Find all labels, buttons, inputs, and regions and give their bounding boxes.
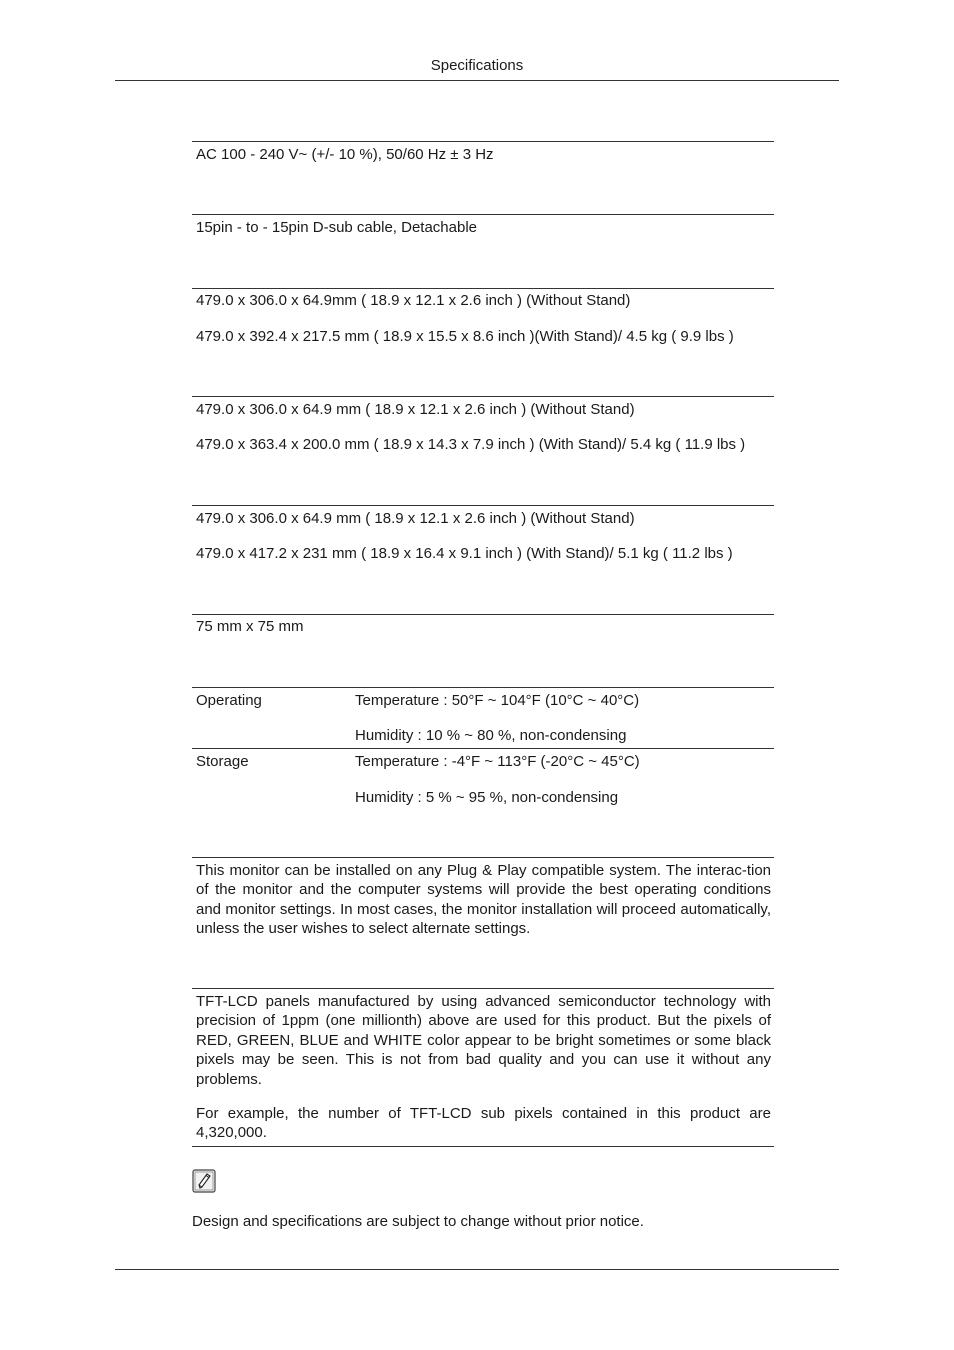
operating-label: Operating (196, 692, 262, 709)
dot-acceptable-section-rule (192, 988, 774, 989)
storage-label: Storage (196, 753, 249, 770)
storage-humidity: Humidity : 5 % ~ 95 %, non-condensing (355, 789, 619, 806)
storage-temperature: Temperature : -4°F ~ 113°F (-20°C ~ 45°C) (355, 753, 640, 770)
dot-acceptable-text-2: For example, the number of TFT-LCD sub pixels contained in this product are 4,320,000. (196, 1105, 771, 1142)
operating-humidity: Humidity : 10 % ~ 80 %, non-condensing (355, 727, 627, 744)
signal-cable-value: 15pin - to - 15pin D-sub cable, Detachable (196, 219, 478, 236)
power-value: AC 100 - 240 V~ (+/- 10 %), 50/60 Hz ± 3 Hz (196, 146, 494, 163)
dimensions-2-without-stand: 479.0 x 306.0 x 64.9 mm ( 18.9 x 12.1 x 2.6 inch ) (Without Stand) (196, 401, 635, 418)
dimensions-2-section-rule (192, 396, 774, 397)
dimensions-3-with-stand: 479.0 x 417.2 x 231 mm ( 18.9 x 16.4 x 9.1 inch ) (With Stand)/ 5.1 kg ( 11.2 lbs ) (196, 545, 733, 562)
environment-row-divider (192, 748, 774, 749)
dimensions-3-section-rule (192, 505, 774, 506)
dot-acceptable-text-1: TFT-LCD panels manufactured by using advanced semiconductor technology with precision of 1ppm (one millionth) above are used for this product. But the pixels of RED, GREEN, BLUE and WHITE color appear to be bright sometimes or some black pixels may be seen. This is not from bad quality and you can use it without any problems. (196, 993, 771, 1088)
dot-acceptable-bottom-rule (192, 1146, 774, 1147)
dimensions-3-without-stand: 479.0 x 306.0 x 64.9 mm ( 18.9 x 12.1 x 2.6 inch ) (Without Stand) (196, 510, 635, 527)
dimensions-1-section-rule (192, 288, 774, 289)
page-header-title: Specifications (430, 57, 524, 74)
dimensions-2-with-stand: 479.0 x 363.4 x 200.0 mm ( 18.9 x 14.3 x 7.9 inch ) (With Stand)/ 5.4 kg ( 11.9 lbs ) (196, 436, 746, 453)
power-section-rule (192, 141, 774, 142)
environment-section-rule (192, 687, 774, 688)
header-rule (115, 80, 839, 81)
vesa-value: 75 mm x 75 mm (196, 618, 304, 635)
dimensions-1-without-stand: 479.0 x 306.0 x 64.9mm ( 18.9 x 12.1 x 2.6 inch ) (Without Stand) (196, 292, 631, 309)
plug-and-play-section-rule (192, 857, 774, 858)
vesa-section-rule (192, 614, 774, 615)
signal-cable-section-rule (192, 214, 774, 215)
note-pencil-icon (192, 1169, 216, 1193)
plug-and-play-text: This monitor can be installed on any Plug & Play compatible system. The interac-tion of the monitor and the computer systems will provide the best operating conditions and monitor settings. In most cases, the monitor installation will proceed automatically, unless the user wishes to select alternate settings. (196, 862, 771, 938)
operating-temperature: Temperature : 50°F ~ 104°F (10°C ~ 40°C) (355, 692, 640, 709)
footer-rule (115, 1269, 839, 1270)
dimensions-1-with-stand: 479.0 x 392.4 x 217.5 mm ( 18.9 x 15.5 x 8.6 inch )(With Stand)/ 4.5 kg ( 9.9 lbs ) (196, 328, 734, 345)
change-notice-text: Design and specifications are subject to change without prior notice. (192, 1213, 644, 1230)
